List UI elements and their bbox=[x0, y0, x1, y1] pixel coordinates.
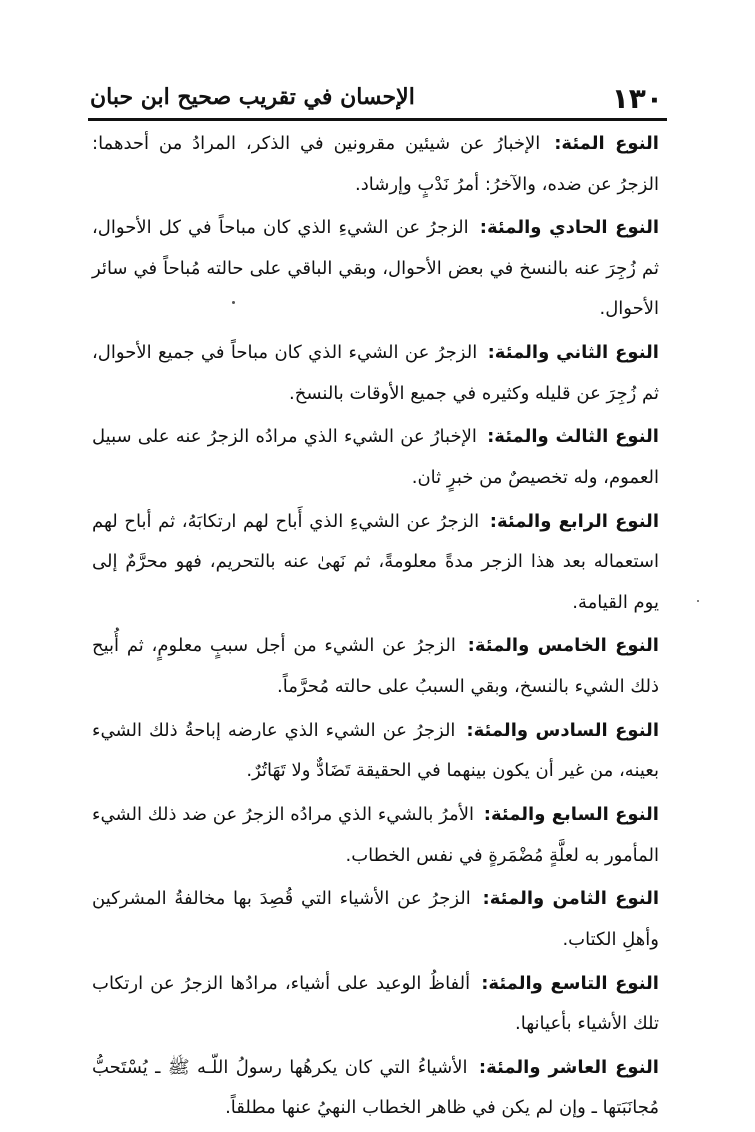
entry-text: الزجرُ عن الشيء الذي عارضه إباحةُ ذلك الشيء بعينه، من غير أن يكون بينهما في الحقيقة تَضَادٌّ ولا تَهَاتُرٌ. bbox=[92, 719, 659, 782]
entry-110 bbox=[92, 1048, 659, 1132]
entry-label: النوع الثامن والمئة: bbox=[482, 888, 660, 910]
scan-speck bbox=[232, 301, 235, 304]
entry-text: الأمرُ بالشيء الذي مرادُه الزجرُ عن ضد ذلك الشيء المأمور به لعلَّةٍ مُضْمَرةٍ في نفس الخطاب. bbox=[92, 804, 659, 866]
entry-label: النوع الحادي والمئة: bbox=[479, 217, 660, 239]
entry-text: الزجرُ عن الشيء الذي كان مباحاً في جميع الأحوال، ثم زُجِرَ عن قليله وكثيره في جميع الأوقات بالنسخ. bbox=[92, 342, 659, 404]
entry-100 bbox=[92, 124, 659, 208]
entry-106 bbox=[92, 711, 659, 795]
entry-text: الأشياءُ التي كان يكرهُها رسولُ اللّـه ﷺ ـ يُسْتَحبُّ مُجانَبَتها ـ وإن لم يكن في ظاهر الخطاب النهيُ عنها مطلقاً. bbox=[92, 1056, 659, 1119]
entry-label: النوع الثالث والمئة: bbox=[487, 426, 659, 448]
entry-107 bbox=[92, 795, 659, 879]
main-text bbox=[92, 124, 659, 1132]
entry-label: النوع الخامس والمئة: bbox=[467, 635, 659, 657]
entry-label: النوع التاسع والمئة: bbox=[481, 972, 659, 994]
entry-label: النوع الثاني والمئة: bbox=[487, 342, 659, 364]
entry-text: الزجرُ عن الشيء من أجل سببٍ معلومٍ، ثم أُبيح ذلك الشيء بالنسخ، وبقي السببُ على حالته مُحرَّماً. bbox=[92, 635, 659, 697]
entry-text: ألفاظُ الوعيد على أشياء، مرادُها الزجرُ عن ارتكاب تلك الأشياء بأعيانها. bbox=[92, 972, 659, 1035]
entry-text: الإخبارُ عن شيئين مقرونين في الذكر، المرادُ من أحدهما: الزجرُ عن ضده، والآخرُ: أمرُ نَدْبٍ وإرشاد. bbox=[92, 133, 659, 195]
entry-109 bbox=[92, 964, 659, 1048]
entry-text: الزجرُ عن الشيءِ الذي كان مباحاً في كل الأحوال، ثم زُجِرَ عنه بالنسخ في بعض الأحوال، وبقي الباقي على حالته مُباحاً في سائر الأحوال. bbox=[92, 217, 659, 320]
entry-105 bbox=[92, 626, 659, 710]
entry-label: النوع المئة: bbox=[554, 133, 659, 154]
entry-102 bbox=[92, 333, 659, 417]
header-rule bbox=[88, 118, 667, 121]
scan-speck bbox=[697, 600, 699, 602]
entry-104 bbox=[92, 502, 659, 627]
entry-label: النوع السادس والمئة: bbox=[466, 719, 659, 741]
entry-text: الزجرُ عن الشيءِ الذي أَباح لهم ارتكابَهُ، ثم أباح لهم استعماله بعد هذا الزجر مدةً معلومةً، ثم نَهىٰ عنه بالتحريم، فهو محرَّمٌ إلى يوم القيامة. bbox=[92, 510, 659, 613]
page-number: ١٣٠ bbox=[611, 82, 663, 115]
book-title: الإحسان في تقريب صحيح ابن حبان bbox=[90, 84, 415, 110]
entry-label: النوع الرابع والمئة: bbox=[489, 510, 659, 532]
entry-101 bbox=[92, 208, 659, 333]
entry-text: الإخبارُ عن الشيء الذي مرادُه الزجرُ عنه على سبيل العموم، وله تخصيصٌ من خبرٍ ثان. bbox=[92, 426, 659, 488]
entry-103 bbox=[92, 417, 659, 501]
entry-108 bbox=[92, 879, 659, 963]
entry-label: النوع العاشر والمئة: bbox=[478, 1056, 659, 1078]
entry-label: النوع السابع والمئة: bbox=[483, 804, 659, 826]
running-head bbox=[88, 78, 663, 118]
entry-text: الزجرُ عن الأشياء التي قُصِدَ بها مخالفةُ المشركين وأهلِ الكتاب. bbox=[92, 888, 659, 950]
